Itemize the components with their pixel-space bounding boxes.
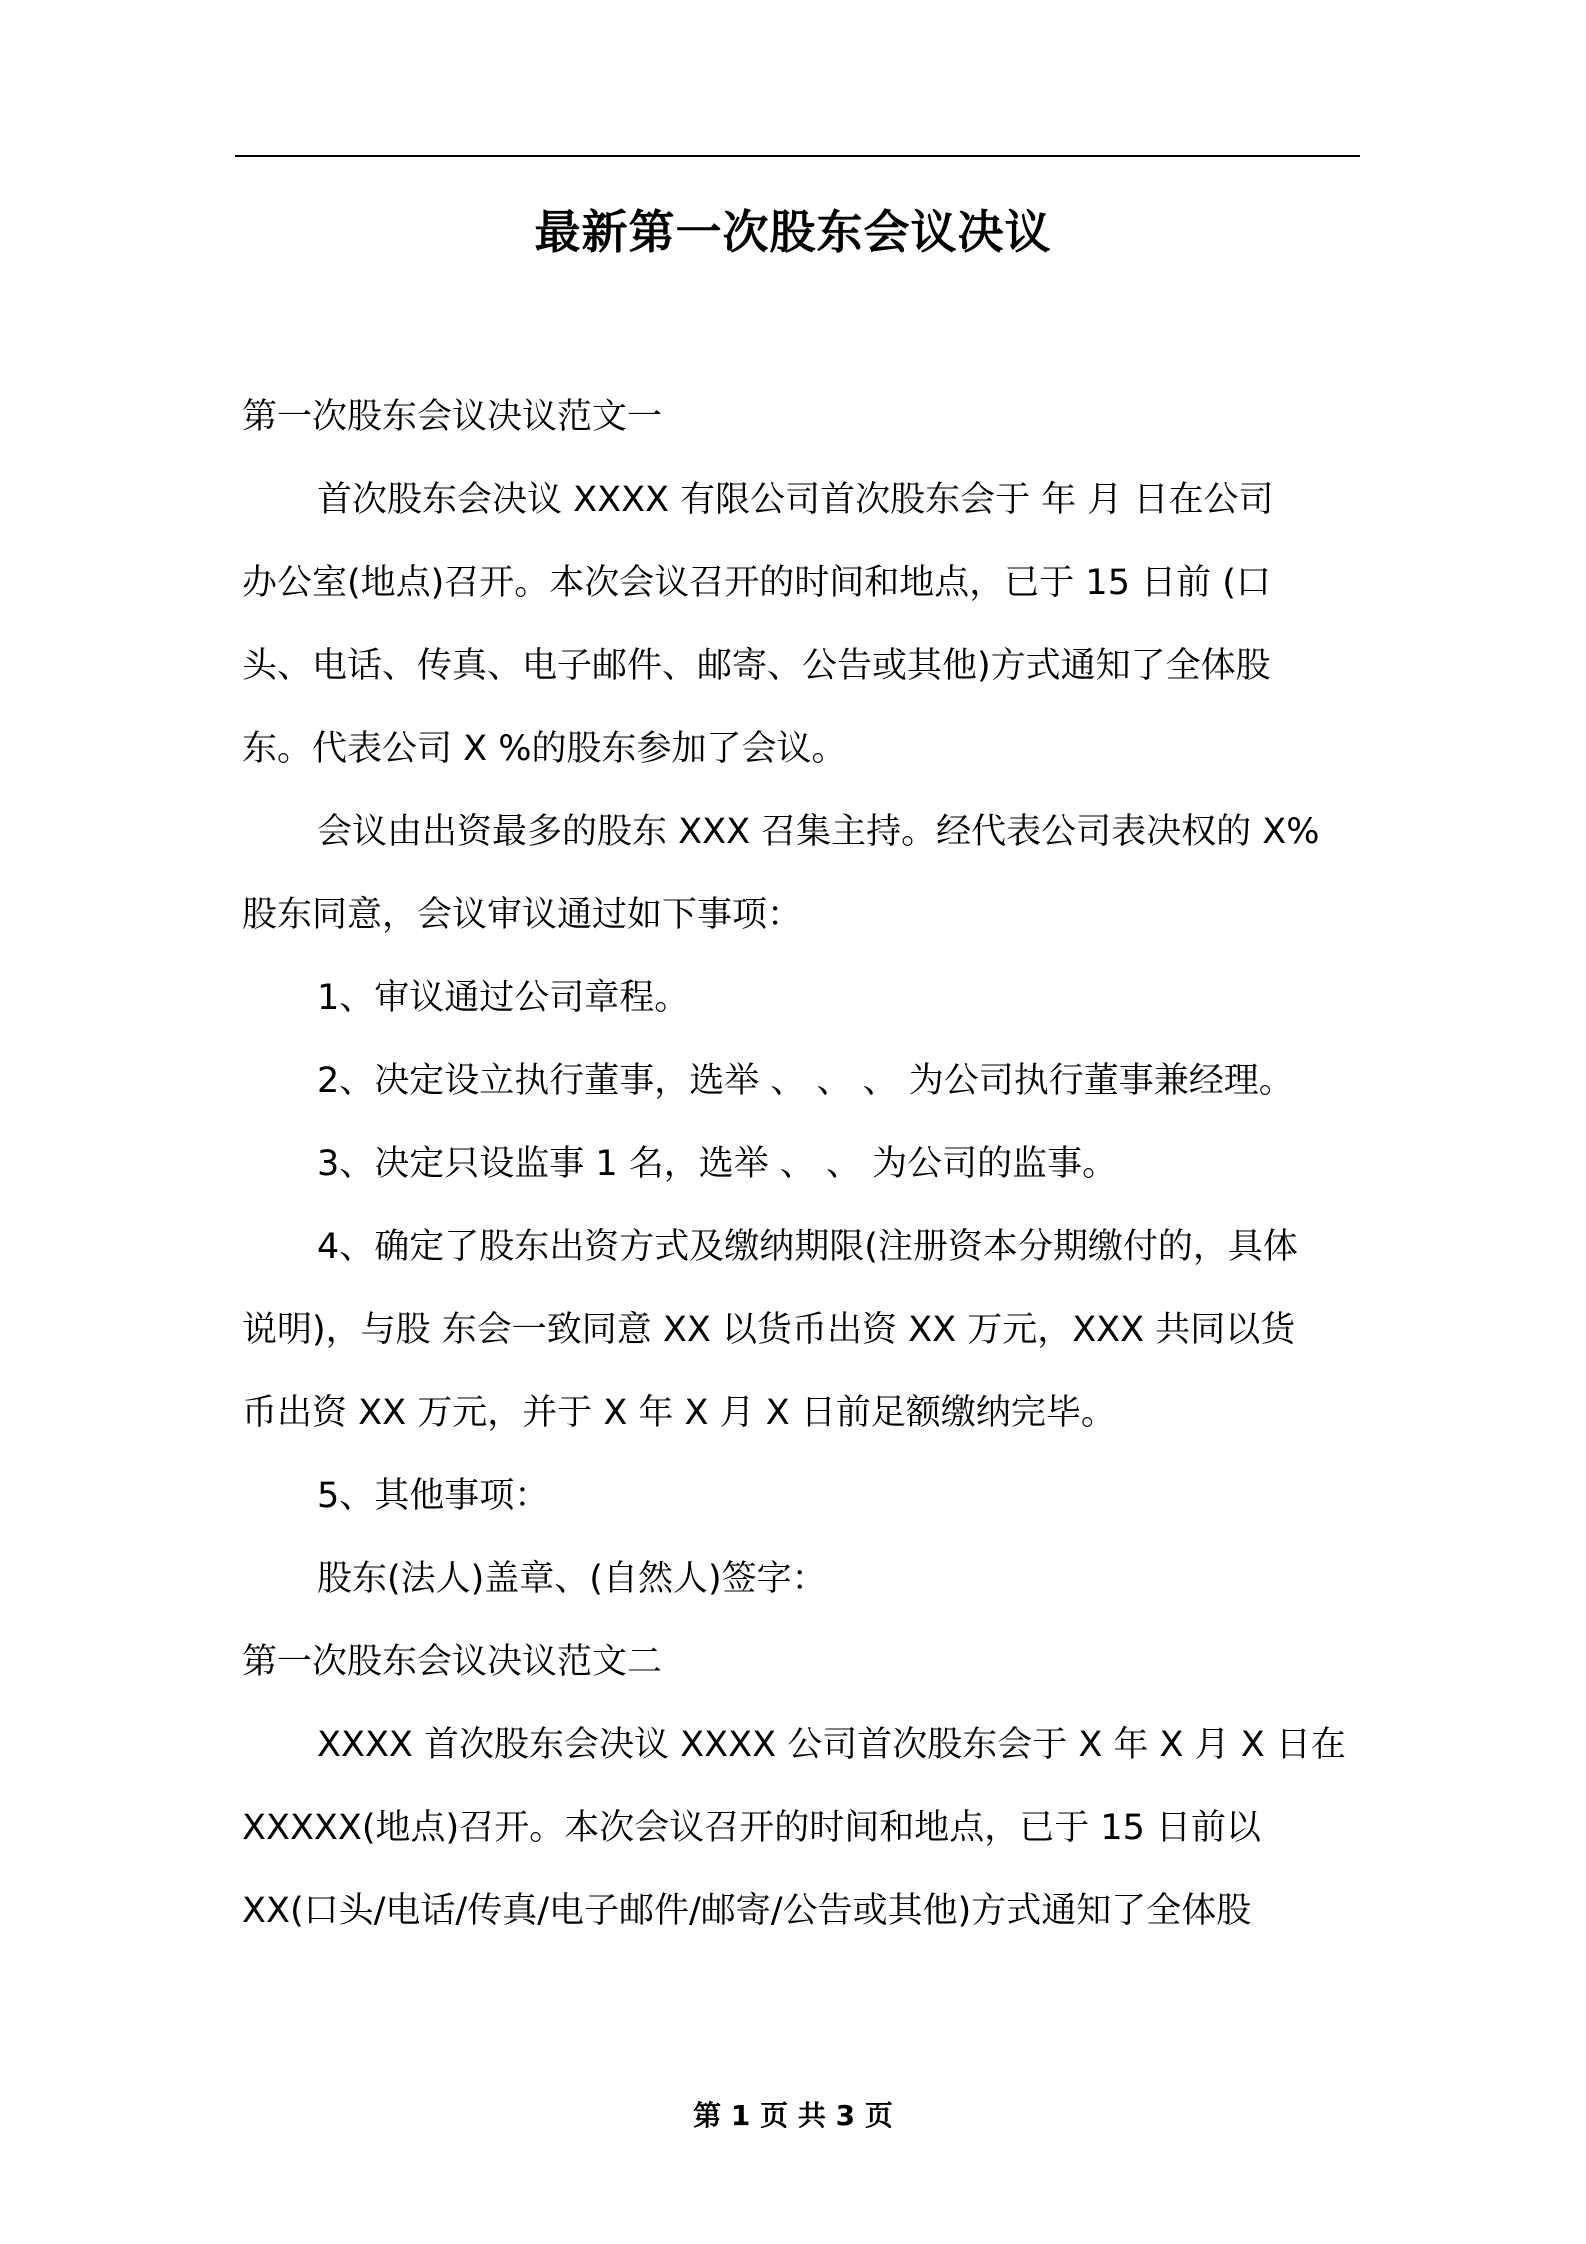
paragraph-line: 首次股东会决议 XXXX 有限公司首次股东会于 年 月 日在公司 bbox=[317, 480, 1274, 520]
section-heading-1: 第一次股东会议决议范文一 bbox=[242, 397, 663, 437]
paragraph-line: 办公室(地点)召开。本次会议召开的时间和地点，已于 15 日前 (口 bbox=[242, 563, 1271, 603]
list-item: 1、审议通过公司章程。 bbox=[317, 978, 690, 1018]
list-item: 5、其他事项： bbox=[317, 1476, 550, 1516]
list-item: 2、决定设立执行董事，选举 、 、 、 为公司执行董事兼经理。 bbox=[317, 1061, 1294, 1101]
paragraph-line: XXXXX(地点)召开。本次会议召开的时间和地点，已于 15 日前以 bbox=[242, 1808, 1261, 1848]
paragraph-line: 币出资 XX 万元，并于 X 年 X 月 X 日前足额缴纳完毕。 bbox=[242, 1393, 1116, 1433]
paragraph-line: 说明)，与股 东会一致同意 XX 以货币出资 XX 万元，XXX 共同以货 bbox=[242, 1310, 1296, 1350]
paragraph-line: 东。代表公司 X %的股东参加了会议。 bbox=[242, 729, 847, 769]
paragraph-line: XX(口头/电话/传真/电子邮件/邮寄/公告或其他)方式通知了全体股 bbox=[242, 1891, 1252, 1931]
document-title: 最新第一次股东会议决议 bbox=[534, 205, 1052, 259]
paragraph-line: 头、电话、传真、电子邮件、邮寄、公告或其他)方式通知了全体股 bbox=[242, 646, 1271, 686]
page-number: 第 1 页 共 3 页 bbox=[693, 2099, 893, 2132]
section-heading-2: 第一次股东会议决议范文二 bbox=[242, 1642, 663, 1682]
signature-line: 股东(法人)盖章、(自然人)签字： bbox=[317, 1559, 827, 1599]
paragraph-line: 股东同意，会议审议通过如下事项： bbox=[242, 895, 803, 935]
list-item: 4、确定了股东出资方式及缴纳期限(注册资本分期缴付的，具体 bbox=[317, 1227, 1298, 1267]
paragraph-line: XXXX 首次股东会决议 XXXX 公司首次股东会于 X 年 X 月 X 日在 bbox=[317, 1725, 1346, 1765]
header-rule bbox=[235, 155, 1360, 157]
paragraph-line: 会议由出资最多的股东 XXX 召集主持。经代表公司表决权的 X% bbox=[317, 812, 1320, 852]
list-item: 3、决定只设监事 1 名，选举 、 、 为公司的监事。 bbox=[317, 1144, 1118, 1184]
